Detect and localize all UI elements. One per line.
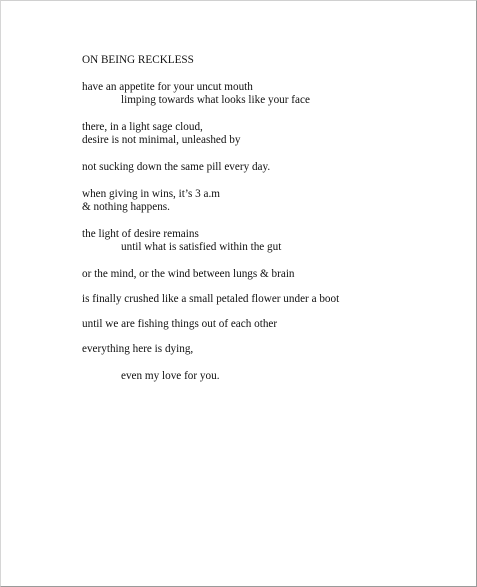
- stanza: [82, 293, 462, 306]
- stanza: [82, 161, 462, 174]
- stanza: [82, 318, 462, 331]
- poem-line: or the mind, or the wind between lungs & brain: [82, 268, 295, 280]
- poem-line: when giving in wins, it’s 3 a.m: [82, 188, 220, 200]
- stanza: [82, 370, 462, 383]
- poem-title: ON BEING RECKLESS: [82, 54, 194, 66]
- stanza: [82, 188, 462, 214]
- poem-line: is finally crushed like a small petaled flower under a boot: [82, 293, 340, 305]
- poem-line: the light of desire remains: [82, 228, 199, 240]
- poem: [82, 54, 462, 383]
- poem-line: & nothing happens.: [82, 201, 170, 213]
- stanza: [82, 343, 462, 356]
- poem-line: not sucking down the same pill every day.: [82, 161, 271, 173]
- poem-line: have an appetite for your uncut mouth: [82, 81, 253, 93]
- poem-line: until we are fishing things out of each other: [82, 318, 278, 330]
- stanza: [82, 121, 462, 147]
- stanza: [82, 81, 462, 107]
- poem-line-indented: even my love for you.: [121, 370, 220, 382]
- poem-line-indented: until what is satisfied within the gut: [121, 241, 282, 253]
- poem-line-indented: limping towards what looks like your face: [121, 94, 310, 106]
- stanza: [82, 228, 462, 254]
- stanza: [82, 268, 462, 281]
- poem-line: desire is not minimal, unleashed by: [82, 134, 241, 146]
- poem-line: everything here is dying,: [82, 343, 194, 355]
- poem-line: there, in a light sage cloud,: [82, 121, 203, 133]
